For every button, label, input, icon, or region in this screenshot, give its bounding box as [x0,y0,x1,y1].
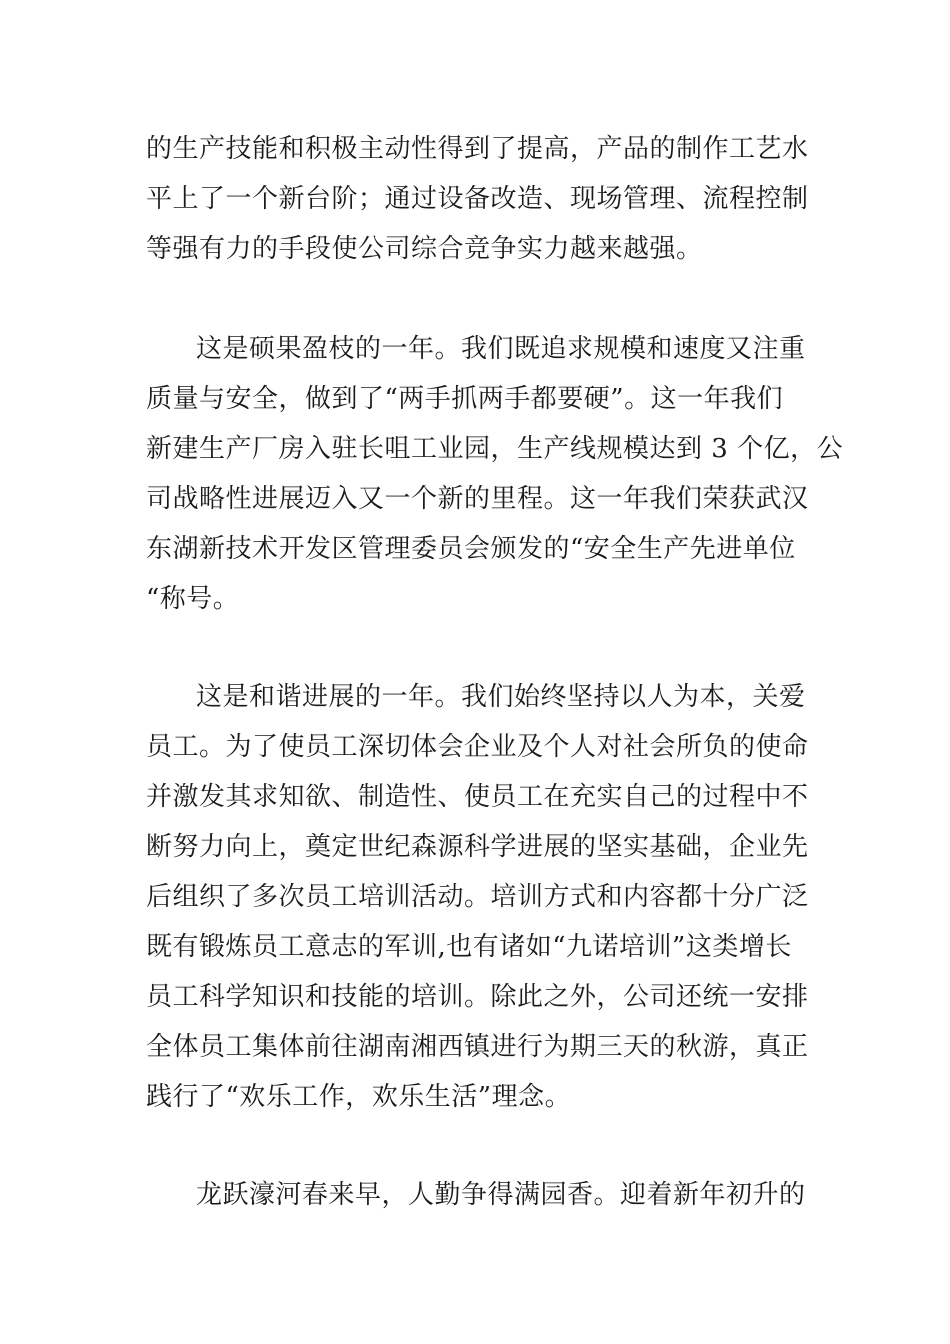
text-line: 的生产技能和积极主动性得到了提高，产品的制作工艺水 [146,134,809,164]
text-line: 断努力向上，奠定世纪森源科学进展的坚实基础，企业先 [146,832,809,862]
text-line: 并激发其求知欲、制造性、使员工在充实自己的过程中不 [146,782,809,812]
text-line: 既有锻炼员工意志的军训,也有诸如“九诺培训”这类增长 [146,932,792,962]
text-line: 等强有力的手段使公司综合竞争实力越来越强。 [146,234,703,264]
text-line: 新建生产厂房入驻长咀工业园，生产线规模达到 3 个亿，公 [146,434,844,464]
text-line: 员工科学知识和技能的培训。除此之外，公司还统一安排 [146,982,809,1012]
paragraph-1 [146,124,826,274]
text-line: 后组织了多次员工培训活动。培训方式和内容都十分广泛 [146,882,809,912]
text-line: 员工。为了使员工深切体会企业及个人对社会所负的使命 [146,732,809,762]
text-line: 平上了一个新台阶；通过设备改造、现场管理、流程控制 [146,184,809,214]
paragraph-4 [146,1170,826,1220]
text-line: 全体员工集体前往湖南湘西镇进行为期三天的秋游，真正 [146,1032,809,1062]
paragraph-3 [146,672,826,1122]
text-line: 这是和谐进展的一年。我们始终坚持以人为本，关爱 [196,682,806,712]
text-line: 司战略性进展迈入又一个新的里程。这一年我们荣获武汉 [146,484,809,514]
text-line: 龙跃濠河春来早，人勤争得满园香。迎着新年初升的 [196,1180,806,1210]
paragraph-2 [146,324,844,624]
text-line: “称号。 [146,584,240,614]
text-line: 质量与安全，做到了“两手抓两手都要硬”。这一年我们 [146,384,784,414]
text-line: 东湖新技术开发区管理委员会颁发的“安全生产先进单位 [146,534,796,564]
text-line: 践行了“欢乐工作，欢乐生活”理念。 [146,1082,572,1112]
text-line: 这是硕果盈枝的一年。我们既追求规模和速度又注重 [196,334,806,364]
